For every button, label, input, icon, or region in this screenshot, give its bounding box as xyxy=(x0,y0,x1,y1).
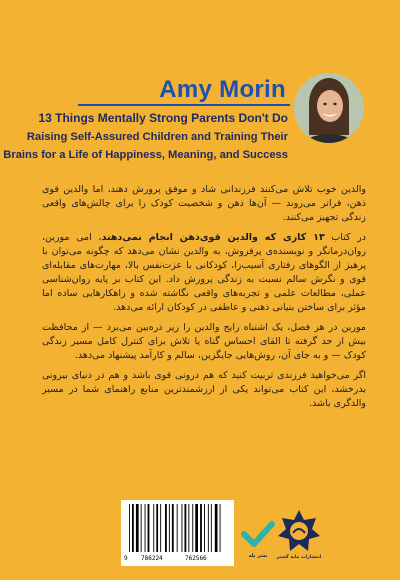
book-subtitle-line2: Brains for a Life of Happiness, Meaning, and Success xyxy=(3,149,288,161)
blurb-paragraph-1: والدین خوب تلاش می‌کنند فرزندانی شاد و موفق پرورش دهند، اما والدین قوی ذهن، فراتر می‌روند — آن‌ها ذهن و شخصیت کودک را برای چالش‌های واقعی زندگی تجهیز می‌کنند. xyxy=(42,184,366,223)
barcode-bar xyxy=(169,504,170,552)
barcode-bar xyxy=(195,504,198,552)
checkmark-logo-icon xyxy=(238,518,278,552)
emblem-logo-icon xyxy=(276,508,322,554)
barcode-bar xyxy=(172,504,174,552)
barcode-bar xyxy=(153,504,154,552)
book-title: 13 Things Mentally Strong Parents Don't Do xyxy=(38,111,288,125)
barcode-bar xyxy=(188,504,189,552)
barcode-bar xyxy=(129,504,130,552)
blurb-paragraph-4: اگر می‌خواهید فرزندی تربیت کنید که هم درونی قوی باشد و هم در دنیای بیرونی بدرخشد، این کتاب می‌تواند یکی از ارزشمندترین منابع راهنمای شما در مسیر والدگری باشد. xyxy=(42,370,366,409)
barcode-bar xyxy=(204,504,205,552)
barcode-bar xyxy=(200,504,202,552)
barcode-bar xyxy=(160,504,161,552)
barcode-bar xyxy=(208,504,209,552)
publisher-logo-entesharat xyxy=(276,508,322,566)
blurb-p2-rest: ، امی مورین، روان‌درمانگر و نویسنده‌ی پرفروش، به والدین نشان می‌دهد که چگونه می‌توان با پرهیز از الگوهای رفتاری آسیب‌زا، کودکانی با عزت‌نفس بالا، مهارت‌های مقابله‌ای قوی و نگرش سالم نسبت به زندگی پرورش داد. این کتاب بر پایه روان‌شناسی عملی، مطالعات علمی و تجربه‌های واقعی نگاشته شده و راهکارهایی ساده اما مؤثر برای ساختن بنیانی ذهنی و عاطفی در کودکان ارائه می‌دهد. xyxy=(42,232,366,313)
barcode-bar xyxy=(165,504,167,552)
barcode-first-digit: 9 xyxy=(124,555,128,562)
isbn-barcode xyxy=(121,500,234,566)
author-name: Amy Morin xyxy=(159,76,286,103)
blurb-p2-lead: در کتاب xyxy=(324,232,366,243)
publisher-label-nashr: نشر بله xyxy=(248,553,268,559)
blurb-paragraph-3: مورین در هر فصل، یک اشتباه رایج والدین را زیر ذره‌بین می‌برد — از محافظت بیش از حد گرفته تا القای احساس گناه یا تلاش برای کنترل کامل مسیر زندگی کودک — و به جای آن، روش‌هایی جایگزین، سالم و کارآمد پیشنهاد می‌دهد. xyxy=(42,322,366,361)
barcode-digits-right: 762566 xyxy=(185,555,207,562)
barcode-bar xyxy=(145,504,146,552)
barcode-bar xyxy=(215,504,218,552)
barcode-bar xyxy=(177,504,178,552)
blurb-paragraph-2 xyxy=(42,231,366,315)
title-divider xyxy=(78,104,290,106)
author-portrait-image xyxy=(294,73,364,143)
barcode-bar xyxy=(148,504,150,552)
barcode-bar xyxy=(182,504,183,552)
publisher-label-entesharat: انتشارات مایه گستر xyxy=(276,555,322,560)
barcode-bar xyxy=(185,504,187,552)
barcode-bar xyxy=(192,504,193,552)
book-subtitle-line1: Raising Self-Assured Children and Training Their xyxy=(26,131,288,143)
barcode-bar xyxy=(156,504,158,552)
barcode-bar xyxy=(220,504,221,552)
barcode-bars xyxy=(121,500,234,554)
barcode-bar xyxy=(211,504,212,552)
barcode-bar xyxy=(132,504,134,552)
blurb-text xyxy=(42,183,366,417)
author-photo xyxy=(294,73,364,143)
barcode-digits-left: 786224 xyxy=(141,555,163,562)
barcode-bar xyxy=(141,504,142,552)
blurb-p2-book-title: ۱۳ کاری که والدین قوی‌ذهن انجام نمی‌دهند xyxy=(101,232,325,243)
barcode-bar xyxy=(136,504,139,552)
